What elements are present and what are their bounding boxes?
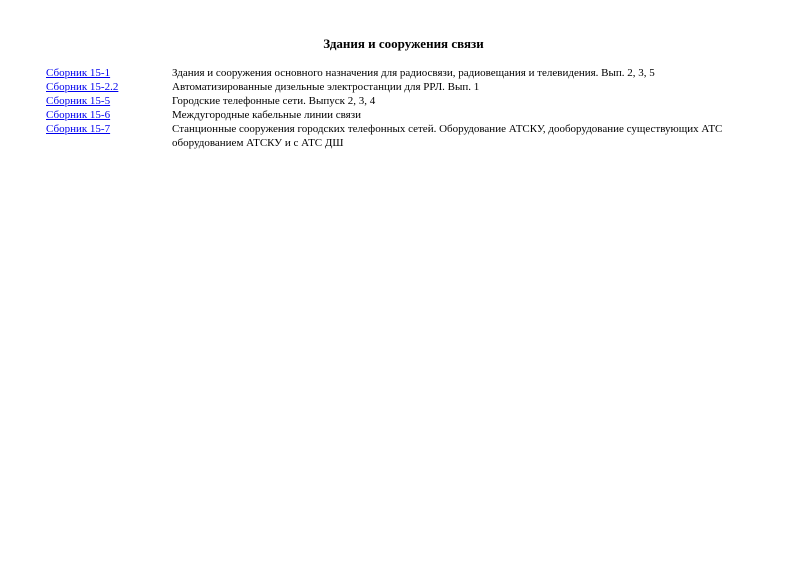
collection-description: Станционные сооружения городских телефонных сетей. Оборудование АТСКУ, дооборудование существующих АТС оборудованием АТСКУ и с АТС ДШ <box>172 123 723 149</box>
page-title: Здания и сооружения связи <box>323 36 484 51</box>
collection-link-15-2-2[interactable]: Сборник 15-2.2 <box>46 81 119 93</box>
collection-description: Междугородные кабельные линии связи <box>172 109 361 121</box>
list-item <box>46 80 746 94</box>
collection-link-15-7[interactable]: Сборник 15-7 <box>46 123 111 135</box>
list-item <box>46 66 746 80</box>
list-item <box>46 108 746 122</box>
list-item <box>46 94 746 108</box>
collection-link-15-5[interactable]: Сборник 15-5 <box>46 95 111 107</box>
collection-description: Автоматизированные дизельные электростанции для РРЛ. Вып. 1 <box>172 81 480 93</box>
collection-link-15-6[interactable]: Сборник 15-6 <box>46 109 111 121</box>
collection-list <box>46 66 746 150</box>
collection-link-15-1[interactable]: Сборник 15-1 <box>46 67 111 79</box>
collection-description: Здания и сооружения основного назначения для радиосвязи, радиовещания и телевидения. Вып. 2, 3, 5 <box>172 67 655 79</box>
list-item <box>46 122 746 150</box>
collection-description: Городские телефонные сети. Выпуск 2, 3, 4 <box>172 95 376 107</box>
